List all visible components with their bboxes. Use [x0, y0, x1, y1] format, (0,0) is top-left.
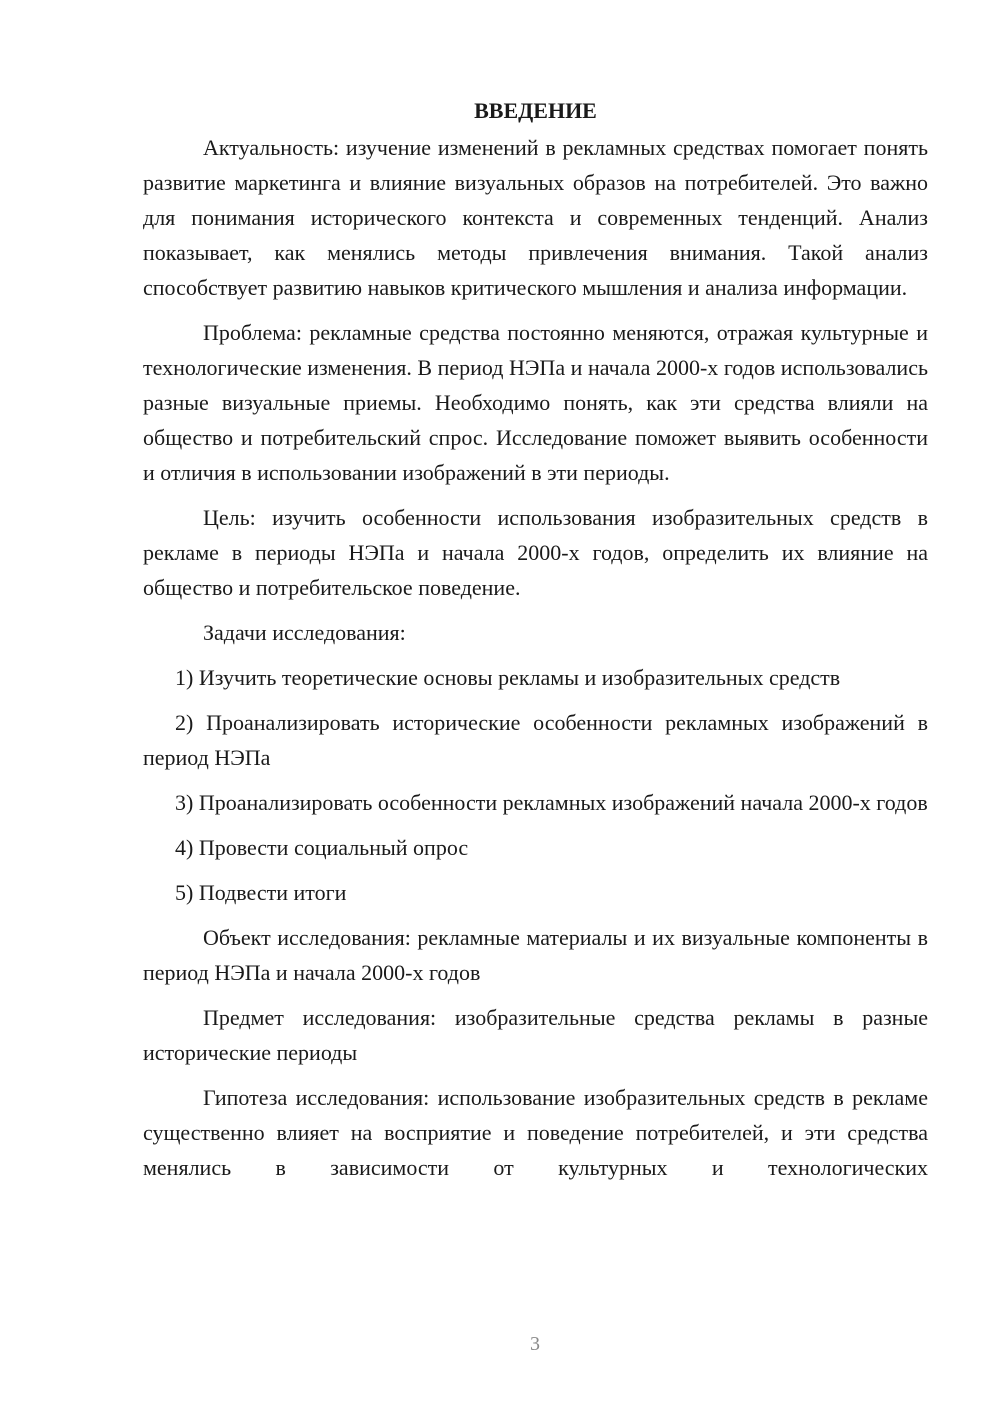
paragraph-problem: Проблема: рекламные средства постоянно меняются, отражая культурные и технологические изменения. В период НЭПа и начала 2000-х годов использовались разные визуальные приемы. Необходимо понять, как эти средства влияли на общество и потребительский спрос. Исследование поможет выявить особенности и отличия в использовании изображений в эти периоды. — [143, 320, 928, 485]
task-item-4: 4) Провести социальный опрос — [175, 835, 469, 860]
paragraph-hypothesis: Гипотеза исследования: использование изобразительных средств в рекламе существенно влияет на восприятие и поведение потребителей, и эти средства менялись в зависимости от культурных и технологических — [143, 1085, 928, 1180]
task-item-1: 1) Изучить теоретические основы рекламы и изобразительных средств — [175, 665, 841, 690]
section-title: ВВЕДЕНИЕ — [474, 98, 597, 123]
task-item-5: 5) Подвести итоги — [175, 880, 347, 905]
paragraph-subject: Предмет исследования: изобразительные средства рекламы в разные исторические периоды — [143, 1005, 928, 1065]
task-item-2: 2) Проанализировать исторические особенности рекламных изображений в период НЭПа — [143, 710, 928, 770]
page-number: 3 — [530, 1333, 540, 1355]
document-page — [143, 94, 928, 1185]
paragraph-object: Объект исследования: рекламные материалы и их визуальные компоненты в период НЭПа и начала 2000-х годов — [143, 925, 928, 985]
paragraph-tasks-heading: Задачи исследования: — [203, 620, 406, 645]
task-item-3: 3) Проанализировать особенности рекламных изображений начала 2000-х годов — [175, 790, 928, 815]
paragraph-goal: Цель: изучить особенности использования изобразительных средств в рекламе в периоды НЭПа и начала 2000-х годов, определить их влияние на общество и потребительское поведение. — [143, 505, 928, 600]
paragraph-relevance: Актуальность: изучение изменений в рекламных средствах помогает понять развитие маркетинга и влияние визуальных образов на потребителей. Это важно для понимания исторического контекста и современных тенденций. Анализ показывает, как менялись методы привлечения внимания. Такой анализ способствует развитию навыков критического мышления и анализа информации. — [143, 135, 928, 300]
